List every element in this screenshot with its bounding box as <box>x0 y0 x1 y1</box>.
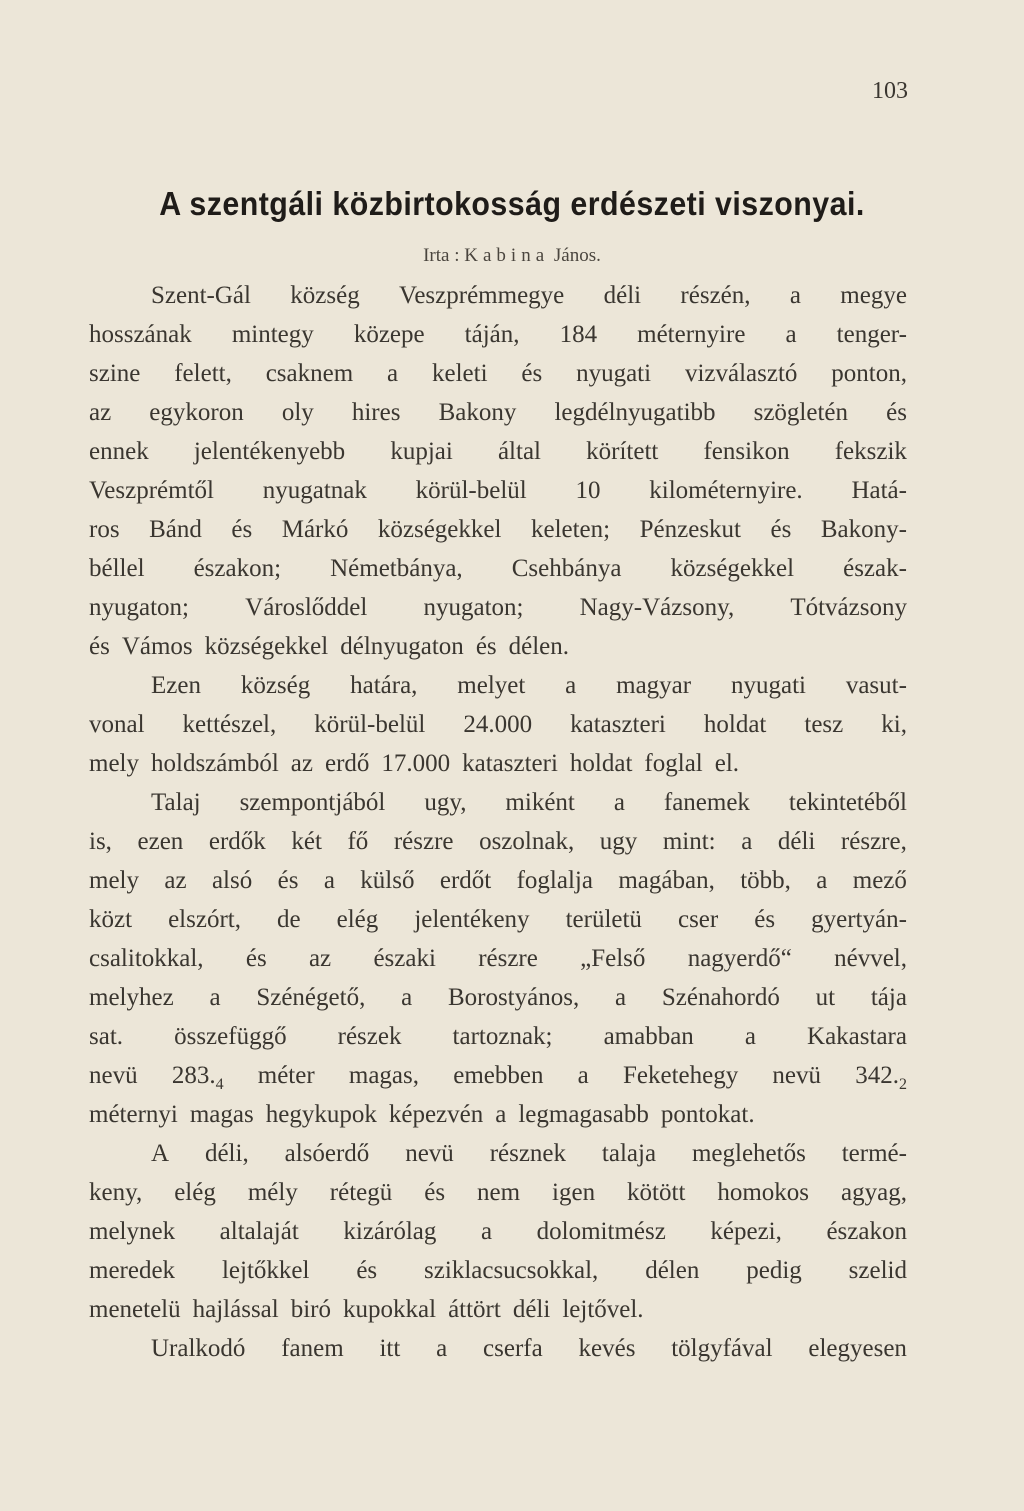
word: a <box>401 984 413 1011</box>
word: északon; <box>193 555 282 582</box>
word: ut <box>815 984 836 1011</box>
word: a <box>565 672 577 699</box>
word: magas <box>189 1101 254 1128</box>
word: nyugati <box>576 360 652 387</box>
word: elég <box>174 1179 216 1206</box>
text-line <box>89 1017 907 1056</box>
word: 342. <box>855 1062 899 1089</box>
word: kataszteri <box>462 750 558 777</box>
word: körül-belül <box>415 477 527 504</box>
word: és <box>231 516 253 543</box>
word: fanemek <box>663 789 750 816</box>
word: a <box>613 789 625 816</box>
text-line <box>89 1173 907 1212</box>
word: méternyire <box>637 321 746 348</box>
word: erdő <box>324 750 370 777</box>
word: a <box>209 984 221 1011</box>
word: ezen <box>137 828 184 855</box>
word: pontokat. <box>660 1101 755 1128</box>
word: kizárólag <box>343 1218 437 1245</box>
word: erdőt <box>439 867 492 894</box>
word: holdat <box>703 711 767 738</box>
word: szempontjából <box>239 789 386 816</box>
word: mint: <box>662 828 716 855</box>
word: külső <box>360 867 415 894</box>
word: ugy <box>599 828 638 855</box>
word: melyhez <box>89 984 174 1011</box>
word: csalitokkal, <box>89 945 204 972</box>
word: a <box>785 321 797 348</box>
word: magas, <box>348 1062 420 1089</box>
word: fekszik <box>834 438 907 465</box>
word: és <box>89 633 110 660</box>
word: a <box>614 984 627 1011</box>
word: cserfa <box>483 1335 543 1362</box>
word: részre <box>393 828 454 855</box>
text-line <box>89 510 907 549</box>
article-title: A szentgáli közbirtokosság erdészeti viszonyai. <box>159 185 865 222</box>
word: Bánd <box>149 516 202 543</box>
text-line <box>89 861 907 900</box>
subscript: 2 <box>898 1076 907 1093</box>
word: déli <box>777 828 816 855</box>
word: a <box>816 867 828 894</box>
text-line <box>89 939 907 978</box>
word: alsó <box>211 867 253 894</box>
word: hires <box>351 399 401 426</box>
word: az <box>290 750 313 777</box>
word: altalaját <box>219 1218 299 1245</box>
word: Pénzeskut <box>639 516 741 543</box>
text-line <box>89 1251 907 1290</box>
word: legmagasabb <box>518 1101 649 1128</box>
word: Uralkodó <box>151 1335 246 1362</box>
word: részre, <box>840 828 907 855</box>
word: lejtőkkel <box>221 1257 310 1284</box>
word: község <box>240 672 311 699</box>
word-with-subscript <box>172 1056 224 1095</box>
text-line <box>89 276 907 315</box>
word: Feketehegy <box>622 1062 739 1089</box>
word: hosszának <box>89 321 192 348</box>
word: nevü <box>405 1140 454 1167</box>
byline <box>0 245 1024 267</box>
word: fő <box>347 828 369 855</box>
word: az <box>89 399 112 426</box>
word: ponton, <box>831 360 907 387</box>
word: 24.000 <box>463 711 533 738</box>
word: alsóerdő <box>284 1140 370 1167</box>
word: a <box>480 1218 493 1245</box>
word: holdat <box>569 750 633 777</box>
word: és <box>424 1179 446 1206</box>
word: és <box>356 1257 378 1284</box>
word: pedig <box>746 1257 802 1284</box>
word: kevés <box>578 1335 636 1362</box>
word: hajlással <box>192 1296 279 1323</box>
word: egykoron <box>149 399 244 426</box>
word: a <box>387 360 399 387</box>
word: tölgyfával <box>671 1335 773 1362</box>
word: Bakony <box>438 399 517 426</box>
subscript: 4 <box>215 1076 224 1093</box>
word: miként <box>505 789 575 816</box>
word: ki, <box>881 711 907 738</box>
word: elegyesen <box>808 1335 907 1362</box>
word: körül-belül <box>314 711 426 738</box>
word: mely <box>89 867 139 894</box>
word: a <box>436 1335 448 1362</box>
word: dolomitmész <box>536 1218 666 1245</box>
word: és <box>475 633 497 660</box>
word: délen. <box>508 633 570 660</box>
word: termé- <box>841 1140 907 1167</box>
word: fensikon <box>703 438 790 465</box>
word: részre <box>478 945 538 972</box>
text-line <box>89 432 907 471</box>
text-line <box>89 1095 907 1134</box>
word: kettészel, <box>182 711 277 738</box>
word: és <box>245 945 267 972</box>
word: határa, <box>350 672 418 699</box>
word: községekkel <box>670 555 795 582</box>
text-line <box>89 705 907 744</box>
word: melyet <box>457 672 526 699</box>
word: délen <box>645 1257 700 1284</box>
word: Németbánya, <box>330 555 463 582</box>
word: mely <box>89 750 139 777</box>
word: A <box>151 1140 170 1167</box>
word: szögletén <box>753 399 849 426</box>
page-number: 103 <box>872 78 908 104</box>
word: biró <box>290 1296 332 1323</box>
word: összefüggő <box>174 1023 287 1050</box>
byline-author-first: János. <box>553 245 601 266</box>
word: kilométernyire. <box>649 477 803 504</box>
word: nyugaton; <box>89 594 189 621</box>
word: Városlőddel <box>245 594 368 621</box>
word: község <box>290 282 360 309</box>
text-line <box>89 744 907 783</box>
text-line <box>89 1212 907 1251</box>
word: Veszprémtől <box>89 477 214 504</box>
word: holdszámból <box>151 750 279 777</box>
word: nyugaton; <box>423 594 524 621</box>
word: agyag, <box>841 1179 907 1206</box>
text-line <box>89 393 907 432</box>
word: szelid <box>848 1257 907 1284</box>
word: az <box>308 945 332 972</box>
body-text <box>89 276 907 1368</box>
text-line <box>89 978 907 1017</box>
word: mintegy <box>231 321 314 348</box>
text-line <box>89 900 907 939</box>
word: tartoznak; <box>452 1023 553 1050</box>
word: északi <box>373 945 436 972</box>
word: jelentékenyebb <box>193 438 346 465</box>
word: részek <box>337 1023 402 1050</box>
word: kataszteri <box>570 711 666 738</box>
word: ros <box>89 516 120 543</box>
word: és <box>277 867 299 894</box>
word: kupokkal <box>343 1296 437 1323</box>
word-with-subscript <box>855 1056 907 1095</box>
word: nem <box>477 1179 521 1206</box>
word: a <box>495 1101 507 1128</box>
word: legdélnyugatibb <box>554 399 716 426</box>
word: igen <box>552 1179 596 1206</box>
text-line <box>89 1056 907 1095</box>
word: részén, <box>680 282 751 309</box>
word: déli <box>512 1296 551 1323</box>
word: Veszprémmegye <box>399 282 565 309</box>
word: területü <box>565 906 642 933</box>
word: keleti <box>432 360 488 387</box>
word: gyertyán- <box>811 906 907 933</box>
word: 283. <box>171 1062 216 1089</box>
word: Ezen <box>151 672 201 699</box>
word: szine <box>89 360 141 387</box>
word: mély <box>247 1179 298 1206</box>
word: Nagy-Vázsony, <box>579 594 735 621</box>
word: a <box>744 1023 756 1050</box>
word: vonal <box>89 711 145 738</box>
word: a <box>577 1062 589 1089</box>
word: oly <box>281 399 314 426</box>
word: déli <box>603 282 642 309</box>
text-line <box>89 588 907 627</box>
text-line <box>89 471 907 510</box>
word: több, <box>740 867 791 894</box>
word: 184 <box>559 321 598 348</box>
word: és <box>754 906 776 933</box>
word: résznek <box>489 1140 567 1167</box>
word: oszolnak, <box>479 828 575 855</box>
word: táján, <box>464 321 520 348</box>
text-line <box>89 354 907 393</box>
word: két <box>291 828 322 855</box>
word: amabban <box>603 1023 694 1050</box>
word: menetelü <box>89 1296 181 1323</box>
word: községekkel <box>204 633 329 660</box>
word: nyugatnak <box>262 477 367 504</box>
text-line <box>89 666 907 705</box>
word: nevü <box>772 1062 822 1089</box>
word: sziklacsucsokkal, <box>424 1257 599 1284</box>
word: lejtővel. <box>562 1296 644 1323</box>
word: meglehetős <box>691 1140 806 1167</box>
text-line <box>89 1134 907 1173</box>
word: Márkó <box>281 516 349 543</box>
word: Szénahordó <box>661 984 780 1011</box>
word: Borostyános, <box>447 984 580 1011</box>
word: és <box>521 360 543 387</box>
word: foglal <box>644 750 703 777</box>
word: körített <box>586 438 659 465</box>
text-line <box>89 627 907 666</box>
word: által <box>497 438 541 465</box>
word: tekintetéből <box>788 789 907 816</box>
text-line <box>89 1329 907 1368</box>
word: kupjai <box>390 438 453 465</box>
word: délnyugaton <box>340 633 464 660</box>
word: kötött <box>627 1179 686 1206</box>
word: keny, <box>89 1179 143 1206</box>
word: tesz <box>804 711 844 738</box>
word: emebben <box>453 1062 544 1089</box>
word: vizválasztó <box>684 360 798 387</box>
word: is, <box>89 828 112 855</box>
word: ugy, <box>424 789 467 816</box>
word: a <box>323 867 335 894</box>
word: tája <box>870 984 907 1011</box>
word: mező <box>852 867 907 894</box>
word: Szent-Gál <box>151 282 251 309</box>
word: béllel <box>89 555 145 582</box>
word: vasut- <box>845 672 907 699</box>
word: képezvén <box>388 1101 484 1128</box>
word: észak- <box>843 555 907 582</box>
word: északon <box>826 1218 907 1245</box>
word: el. <box>714 750 740 777</box>
word: képezi, <box>710 1218 782 1245</box>
word: fanem <box>281 1335 344 1362</box>
word: névvel, <box>834 945 907 972</box>
word: Kakastara <box>807 1023 907 1050</box>
byline-author: Kabina <box>464 245 550 266</box>
text-line <box>89 822 907 861</box>
word: és <box>770 516 792 543</box>
word: tenger- <box>836 321 907 348</box>
word: áttört <box>448 1296 501 1323</box>
word: déli, <box>204 1140 249 1167</box>
word: Szénégető, <box>256 984 366 1011</box>
word: Bakony- <box>820 516 907 543</box>
word: nevü <box>89 1062 138 1089</box>
word: Tótvázsony <box>790 594 907 621</box>
word: közepe <box>353 321 425 348</box>
word: de <box>277 906 301 933</box>
word: talaja <box>601 1140 657 1167</box>
word: homokos <box>717 1179 810 1206</box>
word: cser <box>677 906 719 933</box>
word: felett, <box>174 360 232 387</box>
word: 17.000 <box>381 750 451 777</box>
word: melynek <box>89 1218 176 1245</box>
word: foglalja <box>516 867 593 894</box>
word: erdők <box>208 828 266 855</box>
word: Talaj <box>151 789 201 816</box>
word: hegykupok <box>265 1101 377 1128</box>
word: magában, <box>618 867 715 894</box>
text-line <box>89 549 907 588</box>
word: és <box>886 399 907 426</box>
word: sat. <box>89 1023 124 1050</box>
word: Hatá- <box>851 477 907 504</box>
word: nagyerdő“ <box>687 945 792 972</box>
byline-prefix: Irta : <box>423 245 460 266</box>
word: megye <box>840 282 907 309</box>
word: Vámos <box>121 633 193 660</box>
word: közt <box>89 906 133 933</box>
word: nyugati <box>730 672 806 699</box>
word: az <box>164 867 187 894</box>
word: magyar <box>616 672 692 699</box>
text-line <box>89 1290 907 1329</box>
word: Csehbánya <box>511 555 622 582</box>
word: csaknem <box>265 360 354 387</box>
word: elszórt, <box>168 906 241 933</box>
word: 10 <box>575 477 601 504</box>
word: keleten; <box>530 516 611 543</box>
word: méternyi <box>89 1101 178 1128</box>
word: itt <box>379 1335 401 1362</box>
word: „Felső <box>580 945 646 972</box>
word: elég <box>336 906 379 933</box>
text-line <box>89 315 907 354</box>
word: a <box>789 282 801 309</box>
word: jelentékeny <box>414 906 530 933</box>
word: községekkel <box>377 516 502 543</box>
word: rétegü <box>329 1179 393 1206</box>
text-line <box>89 783 907 822</box>
word: ennek <box>89 438 149 465</box>
word: meredek <box>89 1257 176 1284</box>
word: méter <box>257 1062 315 1089</box>
word: a <box>741 828 753 855</box>
